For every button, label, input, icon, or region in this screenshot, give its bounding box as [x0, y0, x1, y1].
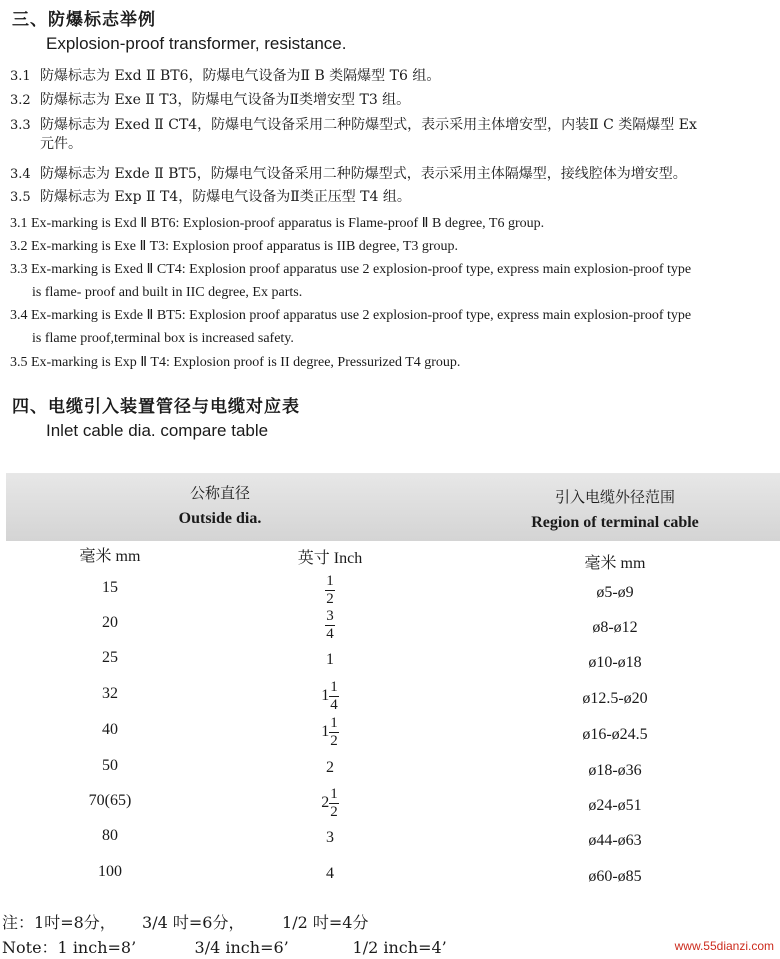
- en-item-text: 3.2 Ex-marking is Exe Ⅱ T3: Explosion proof apparatus is IIB degree, T3 group.: [10, 239, 459, 254]
- note-en: [2, 935, 447, 958]
- table-cell-inch: [250, 856, 410, 892]
- note-cn-part: 3/4 吋=6分，: [142, 913, 245, 932]
- table-cell-inch: [250, 642, 410, 678]
- table-cell-mm: 40: [102, 721, 118, 738]
- table-cell-range: ø44-ø63: [588, 832, 642, 849]
- en-item-text: 3.5 Ex-marking is Exp Ⅱ T4: Explosion proof is II degree, Pressurized T4 group.: [10, 355, 461, 370]
- note-en-part: 1 inch=8’: [57, 938, 137, 957]
- table-cell-range: ø60-ø85: [588, 868, 642, 885]
- section4-subtitle: Inlet cable dia. compare table: [46, 421, 269, 440]
- table-cell-range: ø16-ø24.5: [582, 726, 648, 743]
- note-cn-part: 1吋=8分，: [34, 913, 116, 932]
- section3-subtitle: Explosion-proof transformer, resistance.: [46, 34, 347, 53]
- inch-whole: 3: [326, 829, 334, 846]
- fraction-denominator: 4: [326, 625, 334, 642]
- inch-fraction: [329, 716, 339, 749]
- header-right-en: Region of terminal cable: [531, 514, 699, 531]
- fraction-numerator: 1: [330, 714, 338, 731]
- en-item-text: 3.1 Ex-marking is Exd Ⅱ BT6: Explosion-proof apparatus is Flame-proof Ⅱ B degree, T6 group.: [10, 216, 545, 231]
- table-cell-range: ø18-ø36: [588, 762, 642, 779]
- en-item-cont: is flame proof,terminal box is increased safety.: [32, 331, 294, 346]
- table-cell-inch: [250, 785, 410, 821]
- header-right-cn: 引入电缆外径范围: [554, 488, 675, 506]
- table-cell-range: ø10-ø18: [588, 654, 642, 671]
- table-cell-mm: 20: [102, 614, 118, 631]
- inch-whole: 2: [321, 794, 330, 811]
- table-cell-inch: [250, 678, 410, 714]
- en-item: [10, 304, 778, 350]
- watermark-text: www.55dianzi.com: [674, 939, 774, 953]
- note-cn-label: 注：: [2, 913, 35, 932]
- cn-item: [10, 116, 778, 153]
- en-item-text: 3.4 Ex-marking is Exde Ⅱ BT5: Explosion proof apparatus use 2 explosion-proof type, express main explosion-proof type: [10, 308, 692, 323]
- note-en-label: Note：: [2, 938, 58, 957]
- table-cell-inch: [250, 714, 410, 750]
- cn-item-text: 防爆标志为 Exed Ⅱ CT4，防爆电气设备采用二种防爆型式，表示采用主体增安型，内装Ⅱ C 类隔爆型 Ex: [40, 117, 697, 133]
- header-left-en: Outside dia.: [178, 510, 262, 527]
- col-range-header: 毫米 mm: [584, 555, 646, 572]
- table-cell-mm: 25: [102, 649, 118, 666]
- inch-fraction: [329, 680, 339, 713]
- inch-whole: 1: [321, 687, 330, 704]
- en-item-cont: is flame- proof and built in IIC degree, Ex parts.: [32, 285, 303, 300]
- en-item: [10, 351, 778, 374]
- table-cell-mm: 70(65): [88, 792, 132, 809]
- inch-whole: 1: [326, 651, 334, 668]
- fraction-denominator: 4: [330, 696, 338, 713]
- table-cell-mm: 100: [98, 863, 122, 880]
- cn-item: [10, 165, 778, 184]
- table-cell-inch: [250, 572, 410, 608]
- cn-item-text: 防爆标志为 Exd Ⅱ BT6，防爆电气设备为Ⅱ B 类隔爆型 T6 组。: [40, 68, 441, 84]
- cn-item-text: 防爆标志为 Exde Ⅱ BT5，防爆电气设备采用二种防爆型式，表示采用主体隔爆型，接线腔体为增安型。: [40, 166, 687, 182]
- cn-item-num: 3.5: [10, 190, 31, 205]
- en-item: [10, 235, 778, 258]
- fraction-numerator: 1: [330, 678, 338, 695]
- fraction-denominator: 2: [330, 732, 338, 749]
- col-mm-header: 毫米 mm: [79, 548, 141, 565]
- fraction-numerator: 3: [326, 607, 334, 624]
- fraction-numerator: 1: [326, 572, 334, 589]
- inch-fraction: [325, 574, 335, 607]
- section4-title: 四、电缆引入装置管径与电缆对应表: [12, 397, 300, 417]
- cn-item-num: 3.4: [10, 167, 31, 182]
- inch-whole: 4: [326, 865, 334, 882]
- cn-item-text: 防爆标志为 Exe Ⅱ T3，防爆电气设备为Ⅱ类增安型 T3 组。: [40, 92, 411, 108]
- table-cell-mm: 15: [102, 579, 118, 596]
- table-cell-inch: [250, 750, 410, 786]
- table-cell-mm: 32: [102, 685, 118, 702]
- cn-item: [10, 91, 778, 110]
- note-en-part: 3/4 inch=6’: [194, 938, 289, 957]
- cn-item: [10, 188, 778, 207]
- cn-item-num: 3.1: [10, 69, 31, 84]
- header-left-cn: 公称直径: [189, 484, 250, 502]
- note-cn: [2, 910, 368, 933]
- cn-item-num: 3.3: [10, 118, 31, 133]
- en-item-text: 3.3 Ex-marking is Exed Ⅱ CT4: Explosion proof apparatus use 2 explosion-proof type, express main explosion-proof type: [10, 262, 692, 277]
- note-en-part: 1/2 inch=4’: [352, 938, 447, 957]
- table-cell-mm: 80: [102, 827, 118, 844]
- en-item: [10, 212, 778, 235]
- col-inch-header: 英寸 Inch: [297, 550, 363, 567]
- table-cell-inch: [250, 607, 410, 643]
- table-cell-inch: [250, 820, 410, 856]
- section3-title: 三、防爆标志举例: [12, 10, 156, 30]
- table-cell-range: ø24-ø51: [588, 797, 642, 814]
- table-cell-range: ø5-ø9: [596, 584, 634, 601]
- fraction-numerator: 1: [330, 785, 338, 802]
- table-cell-range: ø8-ø12: [592, 619, 638, 636]
- inch-fraction: [329, 787, 339, 820]
- inch-fraction: [325, 609, 335, 642]
- table-cell-range: ø12.5-ø20: [582, 690, 648, 707]
- inch-whole: 2: [326, 759, 334, 776]
- cn-item-cont: 元件。: [40, 136, 82, 152]
- cn-item-num: 3.2: [10, 93, 31, 108]
- en-item: [10, 258, 778, 304]
- fraction-denominator: 2: [326, 590, 334, 607]
- table-cell-mm: 50: [102, 757, 118, 774]
- cn-item: [10, 67, 778, 86]
- cn-item-text: 防爆标志为 Exp Ⅱ T4，防爆电气设备为Ⅱ类正压型 T4 组。: [40, 189, 411, 205]
- fraction-denominator: 2: [330, 803, 338, 820]
- note-cn-part: 1/2 吋=4分: [282, 913, 369, 932]
- inch-whole: 1: [321, 723, 330, 740]
